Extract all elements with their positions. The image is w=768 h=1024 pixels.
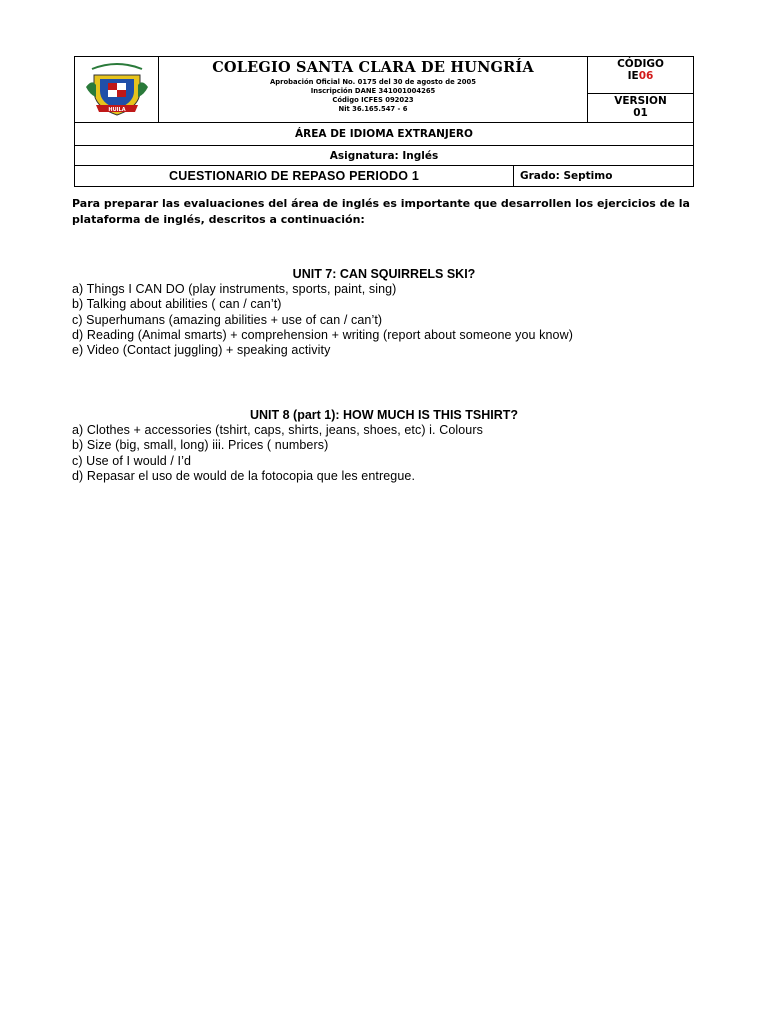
list-item: c) Use of I would / I’d [72,453,192,468]
list-item: e) Video (Contact juggling) + speaking activity [72,343,331,358]
version-value: 01 [633,107,648,119]
list-item: b) Size (big, small, long) iii. Prices ( numbers) [72,438,329,453]
list-item: a) Clothes + accessories (tshirt, caps, shirts, jeans, shoes, etc) i. Colours [72,423,483,437]
list-item: b) Talking about abilities ( can / can’t) [72,297,282,312]
unit-7-section [72,266,696,358]
list-item: a) Things I CAN DO (play instruments, sports, paint, sing) [72,282,397,296]
dane-line: Inscripción DANE 341001004265 [310,87,436,95]
list-item: d) Repasar el uso de would de la fotocopia que les entregue. [72,468,416,483]
approval-line: Aprobación Oficial No. 0175 del 30 de agosto de 2005 [270,78,476,86]
school-name: COLEGIO SANTA CLARA DE HUNGRÍA [212,59,534,76]
version-cell [588,94,693,122]
unit-7-title: UNIT 7: CAN SQUIRRELS SKI? [292,267,476,281]
code-number: 06 [638,70,654,82]
school-title-cell [159,57,588,122]
code-version-column [588,57,693,122]
code-cell [588,57,693,94]
logo-cell [75,57,159,122]
unit-8-title: UNIT 8 (part 1): HOW MUCH IS THIS TSHIRT? [249,408,519,422]
code-prefix: IE [627,70,639,82]
version-label: VERSION [614,95,667,107]
unit-7-list [72,282,696,358]
document-header-table [74,56,694,187]
area-row: ÁREA DE IDIOMA EXTRANJERO [75,123,693,146]
list-item: d) Reading (Animal smarts) + comprehension + writing (report about someone you know) [72,327,573,342]
list-item: c) Superhumans (amazing abilities + use of can / can’t) [72,312,383,327]
school-crest-logo [82,61,152,119]
code-label: CÓDIGO [617,58,664,70]
logo-banner-text: HUILA [107,106,126,113]
unit-8-list [72,423,696,484]
unit-8-section [72,407,696,484]
header-top-row [75,57,693,123]
grade-label: Grado: Septimo [520,170,613,182]
subject-row: Asignatura: Inglés [75,146,693,166]
quiz-row [75,166,693,186]
icfes-line: Código ICFES 092023 [332,96,414,104]
nit-line: Nit 36.165.547 - 6 [338,105,408,113]
intro-paragraph: Para preparar las evaluaciones del área de inglés es importante que desarrollen los ejercicios de la plataforma de inglés, descritos a continuación: [72,197,690,226]
code-value [588,70,693,82]
quiz-title: CUESTIONARIO DE REPASO PERIODO 1 [75,166,514,186]
